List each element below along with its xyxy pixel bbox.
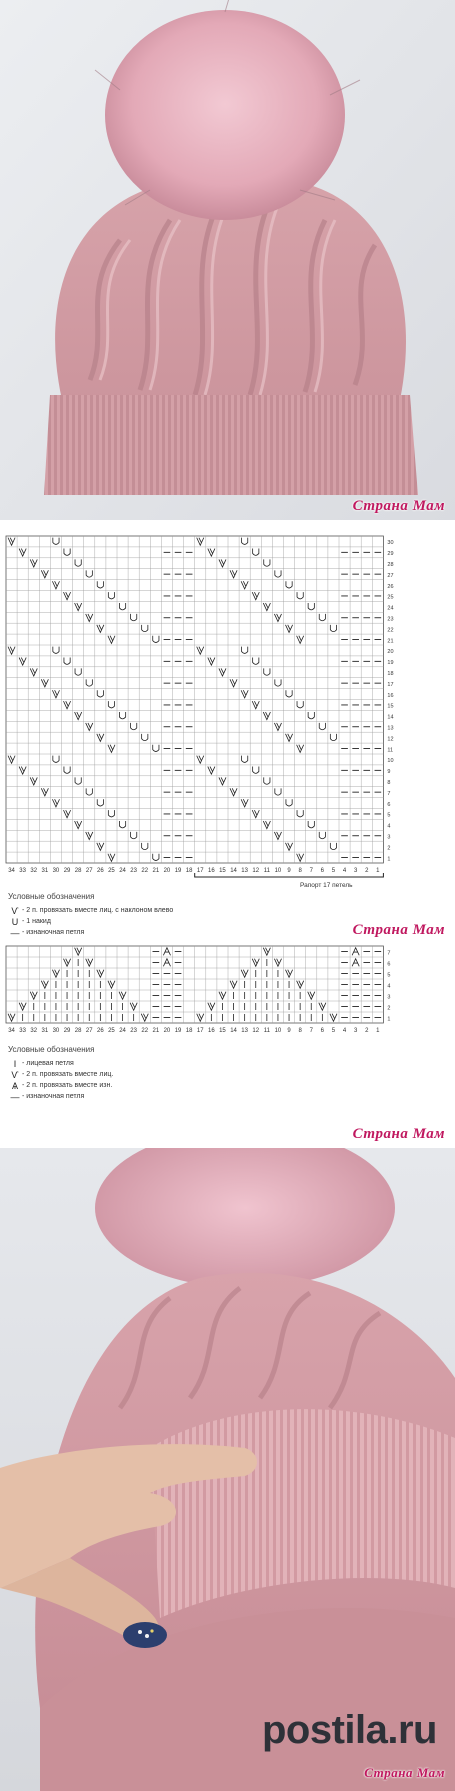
col-number: 11 — [263, 1028, 270, 1034]
col-number: 1 — [376, 1028, 380, 1034]
row-number: 15 — [387, 703, 394, 710]
col-number: 9 — [287, 1028, 291, 1034]
legend-text: - изнаночная петля — [22, 1093, 85, 1100]
col-number: 23 — [130, 1028, 137, 1034]
col-number: 20 — [163, 868, 171, 874]
col-number: 26 — [97, 868, 104, 874]
watermark-3: Страна Мам — [352, 1126, 445, 1142]
legend-row-knit — [8, 1058, 113, 1069]
postila-text: postila.ru — [261, 1708, 437, 1752]
purl-stitch-icon: — — [10, 1091, 20, 1102]
legend-text: - изнаночная петля — [22, 929, 85, 936]
row-number: 10 — [387, 758, 394, 765]
row-number: 29 — [387, 551, 394, 558]
hat-photo-top — [0, 0, 455, 520]
col-number: 8 — [298, 868, 302, 874]
row-number: 9 — [387, 769, 391, 776]
row-number: 7 — [387, 950, 391, 957]
col-number: 21 — [152, 868, 160, 874]
col-number: 16 — [208, 868, 215, 874]
legend-row-yarn-over — [8, 916, 173, 927]
col-number: 25 — [108, 868, 115, 874]
col-number: 14 — [230, 1028, 237, 1034]
col-number: 4 — [342, 1028, 347, 1034]
row-number: 23 — [387, 616, 394, 623]
chart1-legend — [8, 892, 173, 938]
col-number: 22 — [141, 1028, 149, 1034]
watermark-1: Страна Мам — [352, 498, 445, 514]
col-number: 5 — [331, 1028, 336, 1034]
row-number: 30 — [387, 540, 394, 547]
row-number: 22 — [387, 627, 394, 634]
row-number: 16 — [387, 692, 394, 699]
col-number: 34 — [8, 1028, 15, 1034]
col-number: 12 — [252, 1028, 260, 1034]
yarn-over-icon: U — [11, 916, 19, 927]
col-number: 6 — [320, 1028, 325, 1034]
row-number: 14 — [387, 714, 394, 721]
col-number: 18 — [185, 868, 193, 874]
col-number: 19 — [174, 1028, 182, 1034]
col-number: 26 — [97, 1028, 104, 1034]
k2tog-left-icon: Ѵ — [11, 905, 19, 916]
col-number: 22 — [141, 868, 149, 874]
col-number: 14 — [230, 868, 237, 874]
col-number: 15 — [219, 1028, 226, 1034]
row-number: 28 — [387, 561, 394, 568]
watermark-2: Страна Мам — [352, 922, 445, 938]
col-number: 16 — [208, 1028, 215, 1034]
row-number: 3 — [387, 994, 391, 1001]
k2tog-icon: Ѵ — [11, 1069, 19, 1080]
chart2-grid — [0, 938, 455, 1040]
row-number: 3 — [387, 834, 391, 841]
row-number: 1 — [387, 1016, 391, 1023]
col-number: 21 — [152, 1028, 160, 1034]
col-number: 30 — [52, 868, 60, 874]
purl-stitch-icon: — — [10, 927, 20, 938]
col-number: 28 — [74, 868, 82, 874]
col-number: 25 — [108, 1028, 115, 1034]
col-number: 17 — [196, 1028, 204, 1034]
col-number: 28 — [74, 1028, 82, 1034]
col-number: 20 — [163, 1028, 171, 1034]
legend-text: - 2 п. провязать вместе изн. — [22, 1082, 113, 1089]
row-number: 25 — [387, 594, 394, 601]
hat-photo-bottom — [0, 1148, 455, 1791]
col-number: 27 — [85, 868, 93, 874]
legend-text: - 2 п. провязать вместе лиц. — [22, 1071, 114, 1078]
col-number: 15 — [219, 868, 226, 874]
col-number: 13 — [241, 1028, 248, 1034]
postila-logo — [262, 1708, 437, 1753]
legend-text: - 1 накид — [22, 918, 51, 925]
legend-row-p2tog — [8, 1080, 113, 1091]
col-number: 24 — [119, 868, 126, 874]
row-number: 18 — [387, 670, 394, 677]
row-number: 1 — [387, 856, 391, 863]
col-number: 32 — [30, 1028, 38, 1034]
row-number: 4 — [387, 983, 391, 990]
col-number: 32 — [30, 868, 38, 874]
chart1-grid — [0, 520, 455, 892]
row-number: 26 — [387, 583, 394, 590]
row-number: 24 — [387, 605, 394, 612]
col-number: 3 — [353, 1028, 358, 1034]
col-number: 8 — [298, 1028, 302, 1034]
col-number: 18 — [185, 1028, 193, 1034]
col-number: 31 — [41, 1028, 49, 1034]
col-number: 29 — [63, 1028, 71, 1034]
col-number: 1 — [376, 868, 380, 874]
legend-text: - 2 п. провязать вместе лиц. с наклоном влево — [22, 907, 174, 914]
col-number: 13 — [241, 868, 248, 874]
row-number: 5 — [387, 812, 391, 819]
col-number: 19 — [174, 868, 182, 874]
col-number: 17 — [196, 868, 204, 874]
col-number: 5 — [331, 868, 336, 874]
p2tog-icon: Ѧ — [11, 1080, 18, 1091]
col-number: 11 — [263, 868, 270, 874]
chart-main — [0, 520, 455, 938]
repeat-label: Рапорт 17 петель — [300, 882, 353, 889]
col-number: 6 — [320, 868, 325, 874]
col-number: 9 — [287, 868, 291, 874]
row-number: 2 — [387, 1005, 391, 1012]
row-number: 6 — [387, 961, 391, 968]
row-number: 4 — [387, 823, 391, 830]
row-number: 21 — [387, 638, 394, 645]
col-number: 24 — [119, 1028, 126, 1034]
row-number: 5 — [387, 972, 391, 979]
chart-decrease — [0, 938, 455, 1148]
row-number: 13 — [387, 725, 394, 732]
chart2-legend-title: Условные обозначения — [8, 1045, 95, 1054]
col-number: 34 — [8, 868, 15, 874]
col-number: 10 — [274, 868, 282, 874]
col-number: 10 — [274, 1028, 282, 1034]
col-number: 2 — [365, 868, 369, 874]
col-number: 29 — [63, 868, 71, 874]
row-number: 8 — [387, 779, 391, 786]
row-number: 7 — [387, 790, 391, 797]
row-number: 19 — [387, 660, 394, 667]
knit-stitch-icon: I — [13, 1058, 17, 1069]
row-number: 6 — [387, 801, 391, 808]
col-number: 33 — [19, 1028, 26, 1034]
col-number: 33 — [19, 868, 26, 874]
row-number: 20 — [387, 649, 394, 656]
col-number: 7 — [309, 868, 313, 874]
col-number: 2 — [365, 1028, 369, 1034]
col-number: 23 — [130, 868, 137, 874]
col-number: 27 — [85, 1028, 93, 1034]
chart2-legend — [8, 1045, 113, 1102]
legend-row-purl-2 — [8, 1091, 113, 1102]
watermark-4: Страна Мам — [364, 1765, 445, 1780]
row-number: 2 — [387, 845, 391, 852]
chart1-legend-title: Условные обозначения — [8, 892, 95, 901]
row-number: 17 — [387, 681, 394, 688]
legend-row-k2tog-left — [8, 905, 173, 916]
col-number: 31 — [41, 868, 49, 874]
row-number: 11 — [387, 747, 394, 754]
col-number: 12 — [252, 868, 260, 874]
col-number: 7 — [309, 1028, 313, 1034]
legend-row-purl — [8, 927, 173, 938]
row-number: 12 — [387, 736, 394, 743]
row-number: 27 — [387, 572, 394, 579]
col-number: 3 — [353, 868, 358, 874]
col-number: 30 — [52, 1028, 60, 1034]
legend-row-k2tog — [8, 1069, 113, 1080]
col-number: 4 — [342, 868, 347, 874]
legend-text: - лицевая петля — [22, 1060, 74, 1067]
